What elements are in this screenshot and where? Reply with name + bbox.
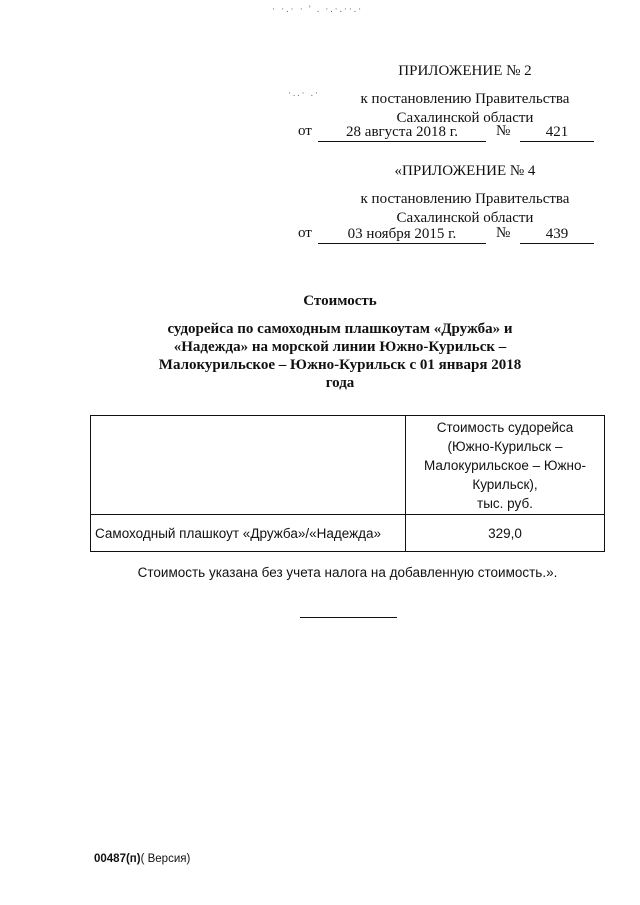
table-header-row bbox=[91, 416, 605, 515]
document-title-line2: судорейса по самоходным плашкоутам «Дружба» и bbox=[167, 321, 513, 337]
appendix-2-resolution: к постановлению Правительства bbox=[360, 91, 570, 107]
header-line: тыс. руб. bbox=[477, 496, 533, 511]
number-label: № bbox=[496, 123, 511, 139]
appendix-4-reference bbox=[298, 225, 598, 245]
appendix-4-region: Сахалинской области bbox=[396, 210, 534, 226]
appendix-2-number: 421 bbox=[520, 123, 594, 142]
vat-note: Стоимость указана без учета налога на добавленную стоимость.». bbox=[137, 565, 558, 580]
header-line: Курильск), bbox=[472, 477, 538, 492]
number-label: № bbox=[496, 225, 511, 241]
version-label: ( Версия) bbox=[140, 853, 191, 865]
scan-noise: ·..· .· bbox=[288, 88, 320, 98]
scan-noise: · ·.· · ' . ·.·.··.· bbox=[272, 4, 364, 14]
table-row bbox=[91, 515, 605, 552]
document-title-line5: года bbox=[325, 375, 355, 391]
document-title-line4: Малокурильское – Южно-Курильск с 01 января 2018 bbox=[158, 357, 522, 373]
appendix-4-resolution: к постановлению Правительства bbox=[360, 191, 570, 207]
from-label: от bbox=[298, 225, 312, 241]
header-line: Стоимость судорейса bbox=[436, 420, 574, 435]
header-line: Малокурильское – Южно- bbox=[423, 458, 587, 473]
row-label-cell: Самоходный плашкоут «Дружба»/«Надежда» bbox=[91, 515, 406, 552]
footer-code bbox=[94, 853, 190, 865]
from-label: от bbox=[298, 123, 312, 139]
table-header-cost bbox=[406, 416, 605, 515]
appendix-2-title: ПРИЛОЖЕНИЕ № 2 bbox=[398, 63, 532, 79]
document-title-line1: Стоимость bbox=[303, 293, 377, 309]
table-header-empty-cell bbox=[91, 416, 406, 515]
document-code: 00487(п) bbox=[94, 853, 141, 865]
row-value-cell: 329,0 bbox=[406, 515, 605, 552]
document-title-line3: «Надежда» на морской линии Южно-Курильск – bbox=[173, 339, 507, 355]
appendix-4-title: «ПРИЛОЖЕНИЕ № 4 bbox=[394, 163, 536, 179]
appendix-2-date: 28 августа 2018 г. bbox=[318, 123, 486, 142]
appendix-4-number: 439 bbox=[520, 225, 594, 244]
appendix-2-region: Сахалинской области bbox=[396, 110, 534, 126]
appendix-4-date: 03 ноября 2015 г. bbox=[318, 225, 486, 244]
header-line: (Южно-Курильск – bbox=[447, 439, 563, 454]
appendix-2-reference bbox=[298, 123, 598, 143]
cost-table bbox=[90, 415, 605, 552]
end-line bbox=[300, 617, 397, 618]
